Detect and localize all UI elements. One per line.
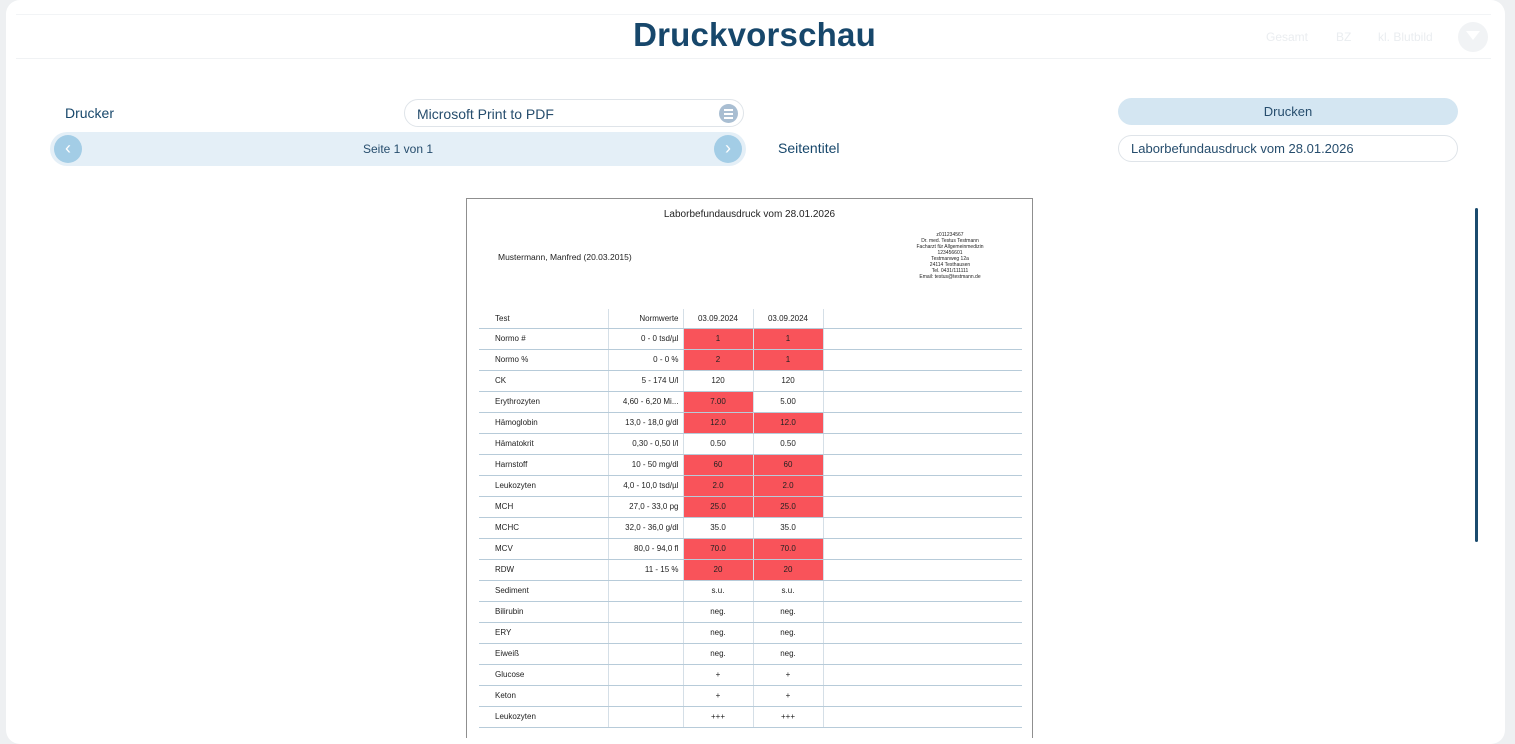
page-title-input[interactable] <box>1118 135 1458 162</box>
filter-gesamt[interactable]: Gesamt <box>1266 30 1309 44</box>
cell-value-2: +++ <box>753 706 823 727</box>
cell-test: Erythrozyten <box>479 391 608 412</box>
cell-blank <box>823 391 1022 412</box>
preview-doctor-info <box>885 232 1015 280</box>
table-row <box>479 580 1022 601</box>
table-row <box>479 685 1022 706</box>
table-row <box>479 475 1022 496</box>
cell-value-1: 120 <box>683 370 753 391</box>
table-row <box>479 643 1022 664</box>
table-row <box>479 328 1022 349</box>
cell-value-1: 70.0 <box>683 538 753 559</box>
cell-norm: 0 - 0 tsd/µl <box>608 328 683 349</box>
table-row <box>479 349 1022 370</box>
cell-test: Harnstoff <box>479 454 608 475</box>
chevron-left-icon[interactable]: ‹ <box>54 135 82 163</box>
cell-norm: 4,60 - 6,20 Mi... <box>608 391 683 412</box>
cell-value-1: 7.00 <box>683 391 753 412</box>
cell-test: Hämoglobin <box>479 412 608 433</box>
table-row <box>479 412 1022 433</box>
cell-value-1: +++ <box>683 706 753 727</box>
cell-value-2: 20 <box>753 559 823 580</box>
printer-label: Drucker <box>65 105 115 121</box>
cell-norm: 11 - 15 % <box>608 559 683 580</box>
cell-norm: 0 - 0 % <box>608 349 683 370</box>
cell-blank <box>823 643 1022 664</box>
header-divider-top <box>16 14 1491 15</box>
cell-value-1: 1 <box>683 328 753 349</box>
cell-blank <box>823 517 1022 538</box>
cell-test: Hämatokrit <box>479 433 608 454</box>
funnel-icon[interactable] <box>1458 22 1488 52</box>
cell-blank <box>823 580 1022 601</box>
table-row <box>479 559 1022 580</box>
cell-norm: 27,0 - 33,0 pg <box>608 496 683 517</box>
table-row <box>479 706 1022 727</box>
table-row <box>479 454 1022 475</box>
table-row <box>479 517 1022 538</box>
list-icon[interactable] <box>719 104 738 123</box>
cell-value-1: s.u. <box>683 580 753 601</box>
page-title-label: Seitentitel <box>778 140 840 156</box>
cell-blank <box>823 370 1022 391</box>
table-row <box>479 496 1022 517</box>
cell-test: Bilirubin <box>479 601 608 622</box>
cell-test: Glucose <box>479 664 608 685</box>
cell-test: Eiweiß <box>479 643 608 664</box>
cell-norm: 4,0 - 10,0 tsd/µl <box>608 475 683 496</box>
cell-norm <box>608 664 683 685</box>
cell-value-2: neg. <box>753 601 823 622</box>
cell-blank <box>823 706 1022 727</box>
cell-value-1: 25.0 <box>683 496 753 517</box>
cell-test: Normo # <box>479 328 608 349</box>
lab-results-table <box>479 309 1022 728</box>
cell-test: MCV <box>479 538 608 559</box>
cell-norm <box>608 580 683 601</box>
table-header-row <box>479 309 1022 328</box>
column-header-test: Test <box>479 309 608 328</box>
filter-kl-blutbild[interactable]: kl. Blutbild <box>1378 30 1433 44</box>
cell-value-2: 5.00 <box>753 391 823 412</box>
column-header-date1: 03.09.2024 <box>683 309 753 328</box>
cell-test: CK <box>479 370 608 391</box>
cell-test: Leukozyten <box>479 706 608 727</box>
scrollbar[interactable] <box>1475 208 1478 542</box>
cell-test: Leukozyten <box>479 475 608 496</box>
cell-norm: 0,30 - 0,50 l/l <box>608 433 683 454</box>
cell-blank <box>823 559 1022 580</box>
cell-value-1: 20 <box>683 559 753 580</box>
cell-test: Keton <box>479 685 608 706</box>
cell-value-2: 25.0 <box>753 496 823 517</box>
cell-value-2: 2.0 <box>753 475 823 496</box>
table-row <box>479 370 1022 391</box>
cell-value-2: 12.0 <box>753 412 823 433</box>
header-divider-bottom <box>16 58 1491 59</box>
cell-value-1: 35.0 <box>683 517 753 538</box>
doctor-line: Testmanweg 12a <box>931 256 969 262</box>
cell-value-2: 0.50 <box>753 433 823 454</box>
cell-value-1: 0.50 <box>683 433 753 454</box>
cell-value-2: + <box>753 664 823 685</box>
doctor-line: Facharzt für Allgemeinmedizin <box>916 244 984 250</box>
cell-norm <box>608 622 683 643</box>
cell-value-1: neg. <box>683 622 753 643</box>
cell-norm <box>608 643 683 664</box>
cell-value-1: + <box>683 685 753 706</box>
cell-value-2: neg. <box>753 643 823 664</box>
cell-test: MCH <box>479 496 608 517</box>
cell-test: MCHC <box>479 517 608 538</box>
doctor-line: Dr. med. Testus Testmann <box>921 238 979 244</box>
cell-norm <box>608 685 683 706</box>
cell-norm: 80,0 - 94,0 fl <box>608 538 683 559</box>
table-row <box>479 601 1022 622</box>
cell-norm: 5 - 174 U/l <box>608 370 683 391</box>
cell-blank <box>823 664 1022 685</box>
cell-blank <box>823 412 1022 433</box>
cell-norm <box>608 706 683 727</box>
page-title: Druckvorschau <box>633 16 876 53</box>
print-preview-page <box>466 198 1033 738</box>
printer-select-value: Microsoft Print to PDF <box>417 106 554 122</box>
cell-norm: 32,0 - 36,0 g/dl <box>608 517 683 538</box>
doctor-line: 24114 Testhausen <box>929 262 971 268</box>
cell-value-2: 1 <box>753 349 823 370</box>
cell-value-2: + <box>753 685 823 706</box>
print-button[interactable]: Drucken <box>1118 98 1458 125</box>
filter-bz[interactable]: BZ <box>1336 30 1352 44</box>
cell-blank <box>823 685 1022 706</box>
printer-select[interactable] <box>404 99 744 127</box>
cell-norm <box>608 601 683 622</box>
cell-value-2: 1 <box>753 328 823 349</box>
cell-blank <box>823 475 1022 496</box>
cell-blank <box>823 328 1022 349</box>
cell-blank <box>823 454 1022 475</box>
cell-value-1: 2.0 <box>683 475 753 496</box>
page-indicator: Seite 1 von 1 <box>362 142 434 156</box>
doctor-line: z011234567 <box>936 232 964 238</box>
chevron-right-icon[interactable]: › <box>714 135 742 163</box>
cell-value-2: neg. <box>753 622 823 643</box>
table-row <box>479 664 1022 685</box>
cell-test: Sediment <box>479 580 608 601</box>
cell-blank <box>823 433 1022 454</box>
cell-test: ERY <box>479 622 608 643</box>
column-blank <box>823 309 1022 328</box>
cell-value-1: neg. <box>683 643 753 664</box>
column-header-norm: Normwerte <box>608 309 683 328</box>
table-row <box>479 622 1022 643</box>
preview-title: Laborbefundausdruck vom 28.01.2026 <box>663 209 836 220</box>
cell-value-2: 35.0 <box>753 517 823 538</box>
column-header-date2: 03.09.2024 <box>753 309 823 328</box>
cell-value-2: 120 <box>753 370 823 391</box>
cell-blank <box>823 601 1022 622</box>
cell-value-2: 70.0 <box>753 538 823 559</box>
cell-value-1: 60 <box>683 454 753 475</box>
doctor-line: 123456601 <box>937 250 963 256</box>
cell-blank <box>823 538 1022 559</box>
doctor-line: Email: testus@testmann.de <box>919 274 981 280</box>
cell-test: RDW <box>479 559 608 580</box>
cell-norm: 10 - 50 mg/dl <box>608 454 683 475</box>
table-row <box>479 538 1022 559</box>
preview-patient: Mustermann, Manfred (20.03.2015) <box>498 252 632 262</box>
cell-value-2: 60 <box>753 454 823 475</box>
page-navigator <box>50 132 746 166</box>
cell-norm: 13,0 - 18,0 g/dl <box>608 412 683 433</box>
cell-value-1: neg. <box>683 601 753 622</box>
cell-value-1: 2 <box>683 349 753 370</box>
cell-blank <box>823 349 1022 370</box>
doctor-line: Tel. 0431/111111 <box>931 268 969 274</box>
cell-value-1: + <box>683 664 753 685</box>
cell-blank <box>823 622 1022 643</box>
cell-value-1: 12.0 <box>683 412 753 433</box>
cell-value-2: s.u. <box>753 580 823 601</box>
cell-test: Normo % <box>479 349 608 370</box>
table-row <box>479 433 1022 454</box>
table-row <box>479 391 1022 412</box>
cell-blank <box>823 496 1022 517</box>
